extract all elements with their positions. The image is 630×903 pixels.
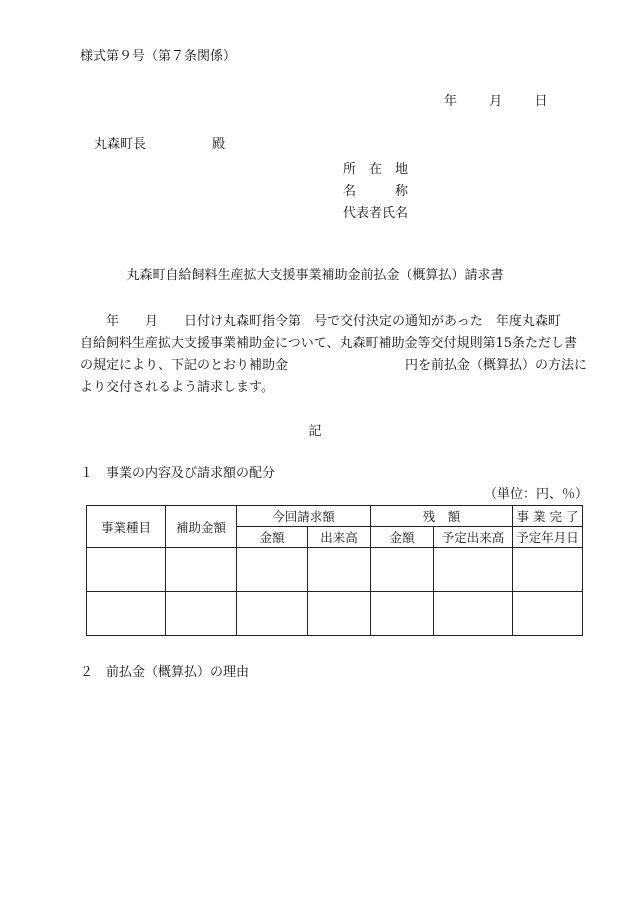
table-cell	[237, 548, 308, 592]
header-completion-date: 予定年月日	[513, 527, 583, 548]
date-line	[444, 94, 548, 110]
applicant-representative-label: 代表者氏名	[343, 206, 409, 221]
header-remaining: 残 額	[371, 506, 513, 527]
date-day-label: 日	[534, 94, 548, 109]
addressee-honorific: 殿	[212, 137, 226, 152]
applicant-name-label: 名 称	[343, 184, 409, 199]
applicant-block	[343, 159, 408, 225]
header-current-progress: 出来高	[308, 527, 371, 548]
table-cell	[308, 592, 371, 636]
document-title: 丸森町自給飼料生産拡大支援事業補助金前払金（概算払）請求書	[126, 268, 504, 283]
body-line: の規定により、下記のとおり補助金 円を前払金（概算払）の方法に	[80, 358, 588, 373]
body-line: 自給飼料生産拡大支援事業補助金について、丸森町補助金等交付規則第15条ただし書	[80, 336, 578, 351]
table-cell	[87, 592, 166, 636]
table-cell	[371, 548, 434, 592]
table-cell	[308, 548, 371, 592]
header-current-request: 今回請求額	[237, 506, 371, 527]
header-subsidy-amount: 補助金額	[166, 506, 237, 548]
header-completion: 事 業 完 了	[513, 506, 583, 527]
header-planned-progress: 予定出来高	[434, 527, 513, 548]
table-cell	[237, 592, 308, 636]
applicant-address-label: 所 在 地	[343, 162, 409, 177]
body-line: 年 月 日付け丸森町指令第 号で交付決定の通知があった 年度丸森町	[80, 314, 561, 329]
section-1-heading: １ 事業の内容及び請求額の配分	[80, 466, 276, 481]
table-cell	[87, 548, 166, 592]
section-2-heading: ２ 前払金（概算払）の理由	[80, 665, 250, 680]
header-remaining-amount: 金額	[371, 527, 434, 548]
table-cell	[513, 548, 583, 592]
form-number: 様式第９号（第７条関係）	[80, 49, 237, 64]
date-month-label: 月	[489, 94, 503, 109]
request-body	[80, 311, 586, 399]
allocation-table	[86, 505, 583, 636]
table-cell	[513, 592, 583, 636]
table-cell	[371, 592, 434, 636]
table-cell	[434, 592, 513, 636]
date-year-label: 年	[444, 94, 458, 109]
ki-heading: 記	[308, 424, 322, 439]
unit-note: （単位：円、％）	[484, 487, 589, 502]
table-cell	[166, 592, 237, 636]
table-row	[87, 592, 583, 636]
addressee-name: 丸森町長	[94, 137, 147, 152]
addressee	[94, 137, 225, 153]
header-current-amount: 金額	[237, 527, 308, 548]
table-row	[87, 548, 583, 592]
body-line: より交付されるよう請求します。	[80, 380, 274, 395]
table-cell	[434, 548, 513, 592]
table-cell	[166, 548, 237, 592]
header-business-type: 事業種目	[87, 506, 166, 548]
